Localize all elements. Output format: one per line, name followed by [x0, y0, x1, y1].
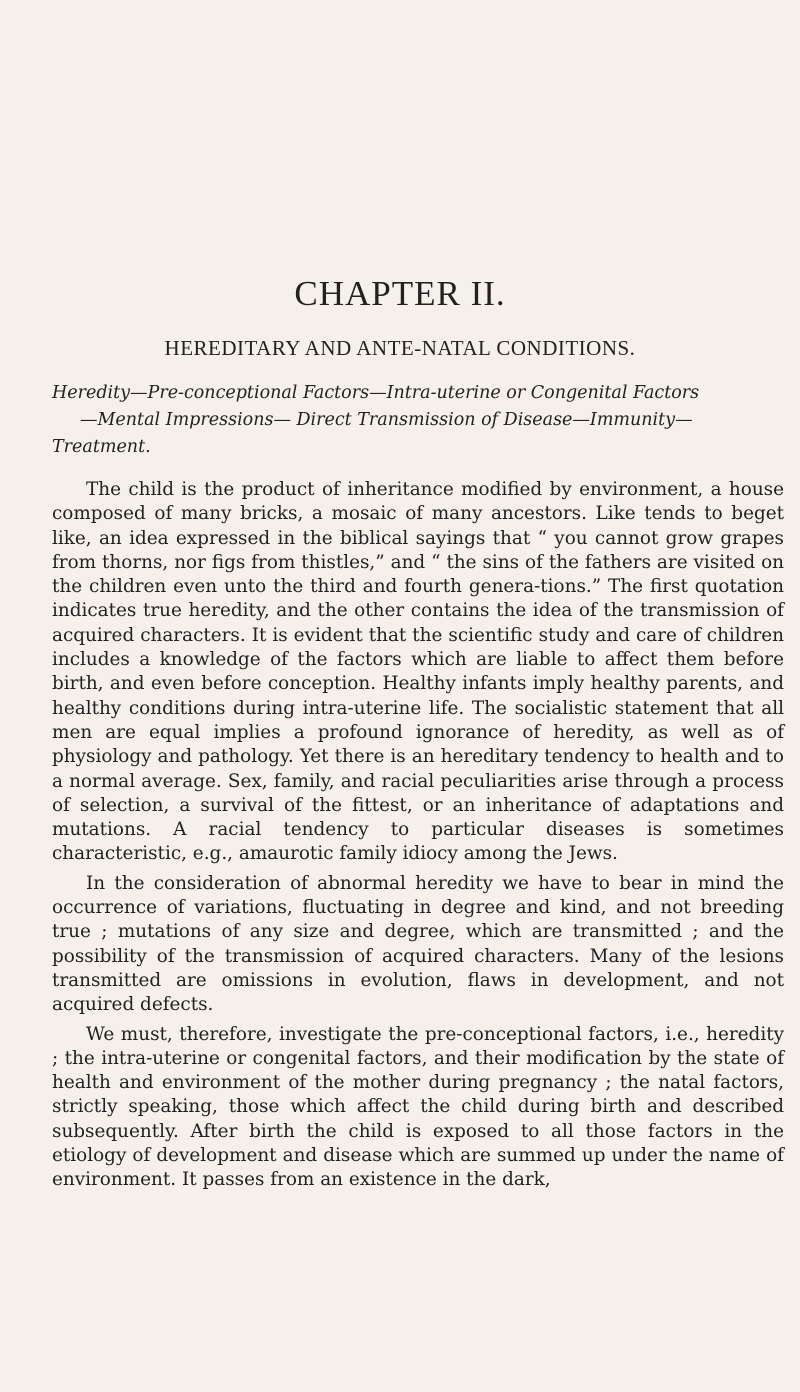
paragraph-3: We must, therefore, investigate the pre-conceptional factors, i.e., heredity ; the intra-uterine or congenital factors, and their modification by the state of health and environment of the mother during pregnancy ; the natal factors, strictly speaking, those which affect the child during birth and described subsequently. After birth the child is exposed to all those factors in the etiology of development and disease which are summed up under the name of environment. It passes from an existence in the dark,: [52, 1023, 784, 1191]
synopsis-line-1: Heredity—Pre-conceptional Factors—Intra-uterine or Congenital Factors: [52, 383, 700, 403]
chapter-heading: HEREDITARY AND ANTE-NATAL CONDITIONS.: [164, 336, 636, 360]
synopsis-line-3: Treatment.: [52, 437, 151, 457]
chapter-title: CHAPTER II.: [294, 274, 506, 313]
synopsis-line-2: —Mental Impressions— Direct Transmission of Disease—Immunity—: [80, 410, 693, 430]
chapter-synopsis: [52, 380, 782, 461]
paragraph-1: The child is the product of inheritance modified by environment, a house composed of many bricks, a mosaic of many ancestors. Like tends to beget like, an idea expressed in the biblical sayings that “ you cannot grow grapes from thorns, nor figs from thistles,” and “ the sins of the fathers are visited on the children even unto the third and fourth genera-tions.” The first quotation indicates true heredity, and the other contains the idea of the transmission of acquired characters. It is evident that the scientific study and care of children includes a knowledge of the factors which are liable to affect them before birth, and even before conception. Healthy infants imply healthy parents, and healthy conditions during intra-uterine life. The socialistic statement that all men are equal implies a profound ignorance of heredity, as well as of physiology and pathology. Yet there is an hereditary tendency to health and to a normal average. Sex, family, and racial peculiarities arise through a process of selection, a survival of the fittest, or an inheritance of adaptations and mutations. A racial tendency to particular diseases is sometimes characteristic, e.g., amaurotic family idiocy among the Jews.: [52, 479, 784, 865]
paragraph-2: In the consideration of abnormal heredity we have to bear in mind the occurrence of variations, fluctuating in degree and kind, and not breeding true ; mutations of any size and degree, which are transmitted ; and the possibility of the transmission of acquired characters. Many of the lesions transmitted are omissions in evolution, flaws in development, and not acquired defects.: [52, 872, 784, 1016]
body-text: [52, 478, 784, 1198]
